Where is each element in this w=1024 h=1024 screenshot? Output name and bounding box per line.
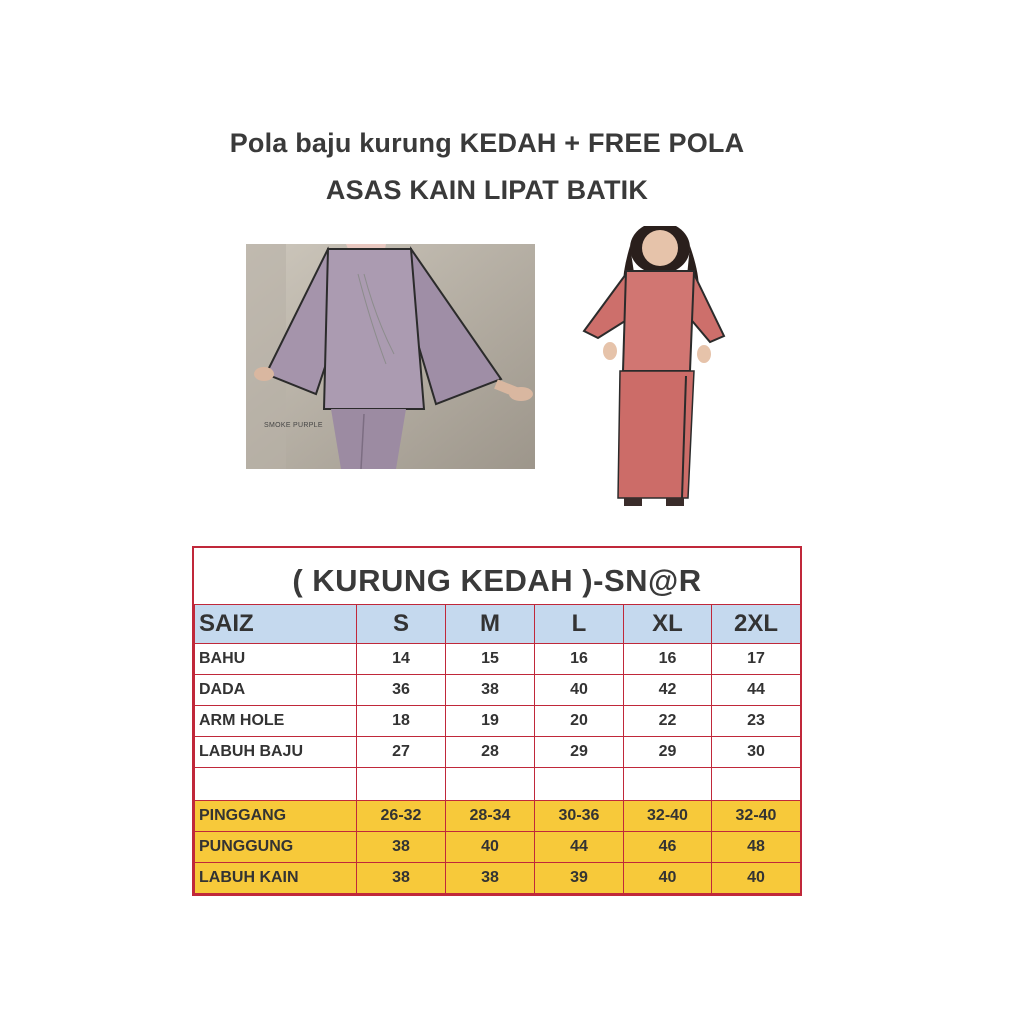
table-cell: 40 [712,863,801,894]
row-label: LABUH KAIN [195,863,357,894]
table-cell: 30 [712,737,801,768]
table-row [195,675,801,706]
table-cell [712,768,801,801]
table-cell: 14 [357,644,446,675]
size-header-cell: XL [624,605,712,644]
table-cell: 36 [357,675,446,706]
row-label: PUNGGUNG [195,832,357,863]
table-cell: 22 [624,706,712,737]
table-cell: 38 [357,832,446,863]
size-header-cell: L [535,605,624,644]
row-label: PINGGANG [195,801,357,832]
table-row [195,644,801,675]
table-cell [446,768,535,801]
table-cell: 16 [535,644,624,675]
table-cell: 26-32 [357,801,446,832]
table-cell: 44 [712,675,801,706]
table-cell: 27 [357,737,446,768]
document-title-line-2: ASAS KAIN LIPAT BATIK [325,175,649,205]
size-header-row [195,605,801,644]
table-cell: 30-36 [535,801,624,832]
table-cell [624,768,712,801]
table-cell: 18 [357,706,446,737]
table-cell: 29 [535,737,624,768]
table-cell: 28 [446,737,535,768]
size-chart-title: ( KURUNG KEDAH )-SN@R [292,563,702,598]
table-cell: 19 [446,706,535,737]
size-header-cell: M [446,605,535,644]
table-cell: 38 [446,863,535,894]
table-cell: 40 [446,832,535,863]
product-photo-child [578,226,744,519]
table-cell: 40 [535,675,624,706]
table-cell [535,768,624,801]
table-cell: 46 [624,832,712,863]
table-cell: 23 [712,706,801,737]
product-photo-adult [246,244,535,469]
table-cell: 38 [446,675,535,706]
table-cell: 16 [624,644,712,675]
row-label: LABUH BAJU [195,737,357,768]
table-cell [357,768,446,801]
table-row [195,863,801,894]
spacer-row [195,768,801,801]
row-label: ARM HOLE [195,706,357,737]
size-header-cell: S [357,605,446,644]
table-cell: 20 [535,706,624,737]
table-cell: 39 [535,863,624,894]
table-cell: 28-34 [446,801,535,832]
table-cell: 29 [624,737,712,768]
table-cell: 15 [446,644,535,675]
table-cell [195,768,357,801]
size-chart-grid [194,604,801,894]
table-cell: 32-40 [712,801,801,832]
table-row [195,801,801,832]
header-label: SAIZ [195,605,357,644]
table-cell: 32-40 [624,801,712,832]
table-cell: 17 [712,644,801,675]
adult-garment-illustration [246,244,535,469]
table-cell: 38 [357,863,446,894]
size-chart [192,546,802,896]
photo-color-label: SMOKE PURPLE [264,422,323,429]
document-title-line-1: Pola baju kurung KEDAH + FREE POLA [229,128,745,158]
table-cell: 42 [624,675,712,706]
row-label: DADA [195,675,357,706]
table-row [195,706,801,737]
table-cell: 44 [535,832,624,863]
size-header-cell: 2XL [712,605,801,644]
table-row [195,737,801,768]
table-cell: 40 [624,863,712,894]
child-garment-illustration [578,226,744,519]
table-row [195,832,801,863]
table-cell: 48 [712,832,801,863]
row-label: BAHU [195,644,357,675]
